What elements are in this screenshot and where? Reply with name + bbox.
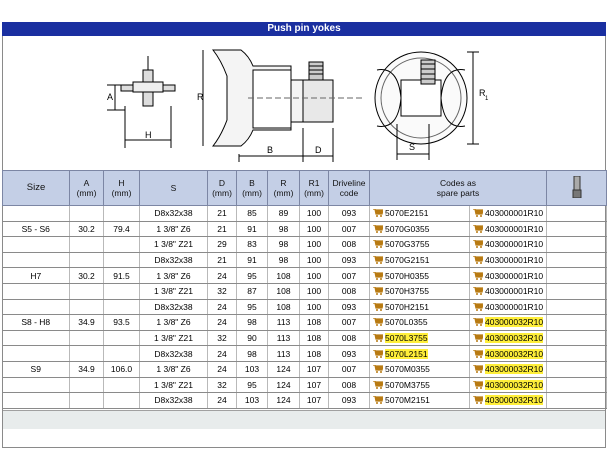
cell-R: 108 — [268, 283, 300, 299]
header-codes — [370, 171, 547, 206]
cell-size: S9 — [3, 361, 70, 377]
cell-pin — [547, 299, 607, 315]
cell-H — [104, 206, 140, 222]
header-R-line: (mm) — [273, 188, 294, 198]
code-link[interactable]: 5070E2151 — [385, 208, 429, 219]
cell-R1: 107 — [300, 377, 329, 393]
part-link[interactable]: 403000032R10 — [485, 348, 544, 359]
table-footer — [3, 410, 605, 429]
cell-A: 34.9 — [70, 361, 104, 377]
header-H — [104, 171, 140, 206]
cell-S: 1 3/8" Z21 — [140, 237, 208, 253]
cell-B: 91 — [237, 221, 268, 237]
cell-S: D8x32x38 — [140, 346, 208, 362]
dim-label-d: D — [315, 145, 322, 155]
cell-A — [70, 237, 104, 253]
cart-icon[interactable] — [373, 303, 383, 311]
cell-D: 32 — [208, 330, 237, 346]
cell-A — [70, 252, 104, 268]
cell-R: 108 — [268, 299, 300, 315]
yoke-table — [2, 170, 607, 409]
cell-R: 113 — [268, 346, 300, 362]
cart-icon[interactable] — [473, 256, 483, 264]
part-link[interactable]: 403000001R10 — [485, 239, 544, 250]
cell-size — [3, 283, 70, 299]
cell-code[interactable] — [370, 283, 470, 299]
cell-B: 83 — [237, 237, 268, 253]
cell-S: D8x32x38 — [140, 393, 208, 409]
cell-H — [104, 283, 140, 299]
header-A-line: (mm) — [76, 188, 97, 198]
cell-D: 24 — [208, 346, 237, 362]
cell-part[interactable] — [470, 361, 547, 377]
header-A-line: A — [83, 178, 90, 188]
table-row — [3, 330, 607, 346]
technical-drawing — [3, 36, 605, 170]
cart-icon[interactable] — [473, 318, 483, 326]
cell-size — [3, 393, 70, 409]
cell-H — [104, 252, 140, 268]
cell-pin — [547, 221, 607, 237]
cell-R1: 108 — [300, 346, 329, 362]
cell-R1: 107 — [300, 393, 329, 409]
cell-pin — [547, 283, 607, 299]
cell-R1: 100 — [300, 268, 329, 284]
cart-icon[interactable] — [373, 334, 383, 342]
cell-B: 95 — [237, 268, 268, 284]
code-link[interactable]: 5070L2151 — [385, 348, 428, 359]
dim-label-s: S — [409, 142, 416, 152]
header-B-line: B — [249, 178, 255, 188]
table-row — [3, 315, 607, 331]
cell-size: S5 - S6 — [3, 221, 70, 237]
cell-D: 21 — [208, 252, 237, 268]
cell-part[interactable] — [470, 206, 547, 222]
cell-pin — [547, 237, 607, 253]
code-link[interactable]: 5070H3755 — [385, 286, 429, 297]
header-driveline-line: code — [339, 188, 359, 198]
cell-R: 89 — [268, 206, 300, 222]
cell-R1: 107 — [300, 361, 329, 377]
header-S-line: S — [170, 183, 177, 193]
cell-H: 106.0 — [104, 361, 140, 377]
cell-R: 98 — [268, 237, 300, 253]
cell-A — [70, 206, 104, 222]
cell-S: 1 3/8" Z6 — [140, 315, 208, 331]
cart-icon[interactable] — [473, 272, 483, 280]
cell-pin — [547, 393, 607, 409]
cell-dl: 093 — [329, 346, 370, 362]
cell-code[interactable] — [370, 237, 470, 253]
header-H-line: (mm) — [111, 188, 132, 198]
code-link[interactable]: 5070G0355 — [385, 223, 430, 234]
cell-D: 24 — [208, 315, 237, 331]
cart-icon[interactable] — [373, 287, 383, 295]
cell-dl: 093 — [329, 299, 370, 315]
cart-icon[interactable] — [473, 209, 483, 217]
table-row — [3, 299, 607, 315]
part-link[interactable]: 403000001R10 — [485, 223, 544, 234]
cell-dl: 093 — [329, 252, 370, 268]
dim-label-r: R — [197, 92, 204, 102]
part-link[interactable]: 403000001R10 — [485, 270, 544, 281]
cell-B: 85 — [237, 206, 268, 222]
table-row — [3, 237, 607, 253]
header-codes-line: spare parts — [436, 188, 480, 198]
cart-icon[interactable] — [373, 272, 383, 280]
cart-icon[interactable] — [473, 381, 483, 389]
cell-R: 124 — [268, 361, 300, 377]
cell-pin — [547, 361, 607, 377]
cell-dl: 008 — [329, 237, 370, 253]
cart-icon[interactable] — [373, 350, 383, 358]
cell-dl: 008 — [329, 283, 370, 299]
cell-S: 1 3/8" Z6 — [140, 268, 208, 284]
cell-B: 103 — [237, 393, 268, 409]
cell-H — [104, 330, 140, 346]
cell-S: 1 3/8" Z6 — [140, 221, 208, 237]
cell-dl: 007 — [329, 361, 370, 377]
table-row — [3, 283, 607, 299]
part-link[interactable]: 403000032R10 — [485, 379, 544, 390]
cell-part[interactable] — [470, 237, 547, 253]
part-link[interactable]: 403000001R10 — [485, 255, 544, 266]
code-link[interactable]: 5070M0355 — [385, 364, 430, 375]
header-driveline-line: Driveline — [332, 178, 366, 188]
cell-code[interactable] — [370, 361, 470, 377]
cell-part[interactable] — [470, 330, 547, 346]
table-row — [3, 221, 607, 237]
header-R1-line: R1 — [308, 178, 320, 188]
table-row — [3, 377, 607, 393]
cell-H — [104, 299, 140, 315]
cell-R: 113 — [268, 330, 300, 346]
cell-code[interactable] — [370, 299, 470, 315]
cell-S: 1 3/8" Z21 — [140, 330, 208, 346]
yoke-side-sketch — [203, 50, 363, 162]
cell-D: 24 — [208, 299, 237, 315]
table-row — [3, 393, 607, 409]
cell-dl: 008 — [329, 377, 370, 393]
cell-size — [3, 299, 70, 315]
cell-H — [104, 346, 140, 362]
code-link[interactable]: 5070G3755 — [385, 239, 430, 250]
pin-icon — [572, 176, 582, 198]
cell-pin — [547, 206, 607, 222]
header-driveline — [329, 171, 370, 206]
cell-D: 21 — [208, 206, 237, 222]
header-R1-line: (mm) — [304, 188, 324, 198]
cell-S: D8x32x38 — [140, 252, 208, 268]
table-row — [3, 361, 607, 377]
cell-S: 1 3/8" Z6 — [140, 361, 208, 377]
cell-dl: 008 — [329, 330, 370, 346]
cell-dl: 093 — [329, 206, 370, 222]
cell-part[interactable] — [470, 299, 547, 315]
table-row — [3, 268, 607, 284]
cell-D: 24 — [208, 268, 237, 284]
cell-part[interactable] — [470, 221, 547, 237]
cell-D: 32 — [208, 283, 237, 299]
cell-A — [70, 346, 104, 362]
cell-pin — [547, 377, 607, 393]
cell-B: 90 — [237, 330, 268, 346]
cell-S: D8x32x38 — [140, 206, 208, 222]
cell-R1: 108 — [300, 330, 329, 346]
header-B — [237, 171, 268, 206]
cell-D: 24 — [208, 393, 237, 409]
cart-icon[interactable] — [473, 225, 483, 233]
cell-B: 95 — [237, 299, 268, 315]
table-row — [3, 346, 607, 362]
cell-D: 32 — [208, 377, 237, 393]
table-header — [3, 171, 607, 206]
cart-icon[interactable] — [473, 240, 483, 248]
cell-R1: 100 — [300, 237, 329, 253]
header-D-line: D — [218, 178, 226, 188]
cell-R1: 100 — [300, 299, 329, 315]
cell-part[interactable] — [470, 346, 547, 362]
part-link[interactable]: 403000001R10 — [485, 301, 544, 312]
header-A — [70, 171, 104, 206]
dim-label-r1: R — [479, 88, 486, 98]
cell-H — [104, 237, 140, 253]
cart-icon[interactable] — [373, 396, 383, 404]
part-link[interactable]: 403000032R10 — [485, 364, 544, 375]
cell-code[interactable] — [370, 221, 470, 237]
cell-size — [3, 206, 70, 222]
cell-R1: 108 — [300, 315, 329, 331]
cell-code[interactable] — [370, 315, 470, 331]
cell-code[interactable] — [370, 206, 470, 222]
cart-icon[interactable] — [373, 365, 383, 373]
cell-size — [3, 330, 70, 346]
cell-code[interactable] — [370, 252, 470, 268]
cell-B: 98 — [237, 346, 268, 362]
header-R — [268, 171, 300, 206]
cross-joint-sketch — [107, 56, 175, 148]
cell-code[interactable] — [370, 377, 470, 393]
dim-label-b: B — [267, 145, 274, 155]
cart-icon[interactable] — [373, 240, 383, 248]
cell-H — [104, 393, 140, 409]
cart-icon[interactable] — [373, 256, 383, 264]
cell-D: 29 — [208, 237, 237, 253]
cell-size — [3, 237, 70, 253]
cell-A — [70, 299, 104, 315]
code-link[interactable]: 5070M2151 — [385, 395, 430, 406]
code-link[interactable]: 5070G2151 — [385, 255, 430, 266]
cell-part[interactable] — [470, 268, 547, 284]
cell-size: S8 - H8 — [3, 315, 70, 331]
code-link[interactable]: 5070H0355 — [385, 270, 429, 281]
cart-icon[interactable] — [473, 365, 483, 373]
cell-H: 79.4 — [104, 221, 140, 237]
cell-size: H7 — [3, 268, 70, 284]
cell-A — [70, 330, 104, 346]
cell-part[interactable] — [470, 283, 547, 299]
cart-icon[interactable] — [373, 209, 383, 217]
cell-code[interactable] — [370, 330, 470, 346]
cell-R1: 100 — [300, 206, 329, 222]
code-link[interactable]: 5070L3755 — [385, 333, 428, 344]
cell-R1: 100 — [300, 221, 329, 237]
cell-code[interactable] — [370, 346, 470, 362]
dim-label-a: A — [107, 92, 114, 102]
header-size — [3, 171, 70, 206]
cell-H: 91.5 — [104, 268, 140, 284]
cart-icon[interactable] — [373, 225, 383, 233]
cart-icon[interactable] — [373, 318, 383, 326]
cell-pin — [547, 268, 607, 284]
cell-R: 124 — [268, 377, 300, 393]
cell-R1: 100 — [300, 283, 329, 299]
code-link[interactable]: 5070H2151 — [385, 301, 429, 312]
cart-icon[interactable] — [473, 334, 483, 342]
code-link[interactable]: 5070M3755 — [385, 379, 430, 390]
cell-dl: 093 — [329, 393, 370, 409]
cell-B: 98 — [237, 315, 268, 331]
header-B-line: (mm) — [242, 188, 262, 198]
header-R1 — [300, 171, 329, 206]
cell-A: 34.9 — [70, 315, 104, 331]
table-row — [3, 206, 607, 222]
cell-size — [3, 252, 70, 268]
table-body — [3, 206, 607, 409]
cell-dl: 007 — [329, 221, 370, 237]
cell-A — [70, 393, 104, 409]
cell-part[interactable] — [470, 393, 547, 409]
header-D — [208, 171, 237, 206]
header-pin — [547, 171, 607, 206]
cart-icon[interactable] — [473, 287, 483, 295]
yoke-diagram — [3, 36, 605, 170]
cell-part[interactable] — [470, 315, 547, 331]
cell-dl: 007 — [329, 315, 370, 331]
cart-icon[interactable] — [373, 381, 383, 389]
cell-A — [70, 283, 104, 299]
dim-label-h: H — [145, 130, 152, 140]
part-link[interactable]: 403000032R10 — [485, 395, 544, 406]
cell-B: 87 — [237, 283, 268, 299]
cell-code[interactable] — [370, 393, 470, 409]
cell-A — [70, 377, 104, 393]
yoke-end-sketch — [375, 52, 479, 160]
cell-B: 91 — [237, 252, 268, 268]
cell-R: 98 — [268, 221, 300, 237]
cell-S: 1 3/8" Z21 — [140, 283, 208, 299]
cell-D: 21 — [208, 221, 237, 237]
cell-part[interactable] — [470, 252, 547, 268]
cell-pin — [547, 252, 607, 268]
cell-D: 24 — [208, 361, 237, 377]
part-link[interactable]: 403000001R10 — [485, 286, 544, 297]
cell-pin — [547, 315, 607, 331]
cell-B: 103 — [237, 361, 268, 377]
cell-R: 98 — [268, 252, 300, 268]
cell-code[interactable] — [370, 268, 470, 284]
header-D-line: (mm) — [212, 188, 232, 198]
cart-icon[interactable] — [473, 396, 483, 404]
cell-S: D8x32x38 — [140, 299, 208, 315]
cell-dl: 007 — [329, 268, 370, 284]
cell-R: 124 — [268, 393, 300, 409]
cell-A: 30.2 — [70, 221, 104, 237]
cell-A: 30.2 — [70, 268, 104, 284]
cell-S: 1 3/8" Z21 — [140, 377, 208, 393]
cell-R: 108 — [268, 268, 300, 284]
code-link[interactable]: 5070L0355 — [385, 317, 428, 328]
cell-B: 95 — [237, 377, 268, 393]
dim-label-r1-sub: 1 — [485, 96, 489, 102]
page-title: Push pin yokes — [2, 22, 606, 36]
part-link[interactable]: 403000032R10 — [485, 317, 544, 328]
cell-size — [3, 346, 70, 362]
header-size-line: Size — [26, 182, 46, 193]
header-R-line: R — [280, 178, 287, 188]
table-row — [3, 252, 607, 268]
cell-H — [104, 377, 140, 393]
header-H-line: H — [118, 178, 125, 188]
cart-icon[interactable] — [473, 303, 483, 311]
header-S — [140, 171, 208, 206]
cell-H: 93.5 — [104, 315, 140, 331]
cell-pin — [547, 346, 607, 362]
part-link[interactable]: 403000001R10 — [485, 208, 544, 219]
cell-pin — [547, 330, 607, 346]
cell-part[interactable] — [470, 377, 547, 393]
part-link[interactable]: 403000032R10 — [485, 333, 544, 344]
header-codes-line: Codes as — [440, 178, 476, 188]
cart-icon[interactable] — [473, 350, 483, 358]
cell-size — [3, 377, 70, 393]
cell-R1: 100 — [300, 252, 329, 268]
cell-R: 113 — [268, 315, 300, 331]
